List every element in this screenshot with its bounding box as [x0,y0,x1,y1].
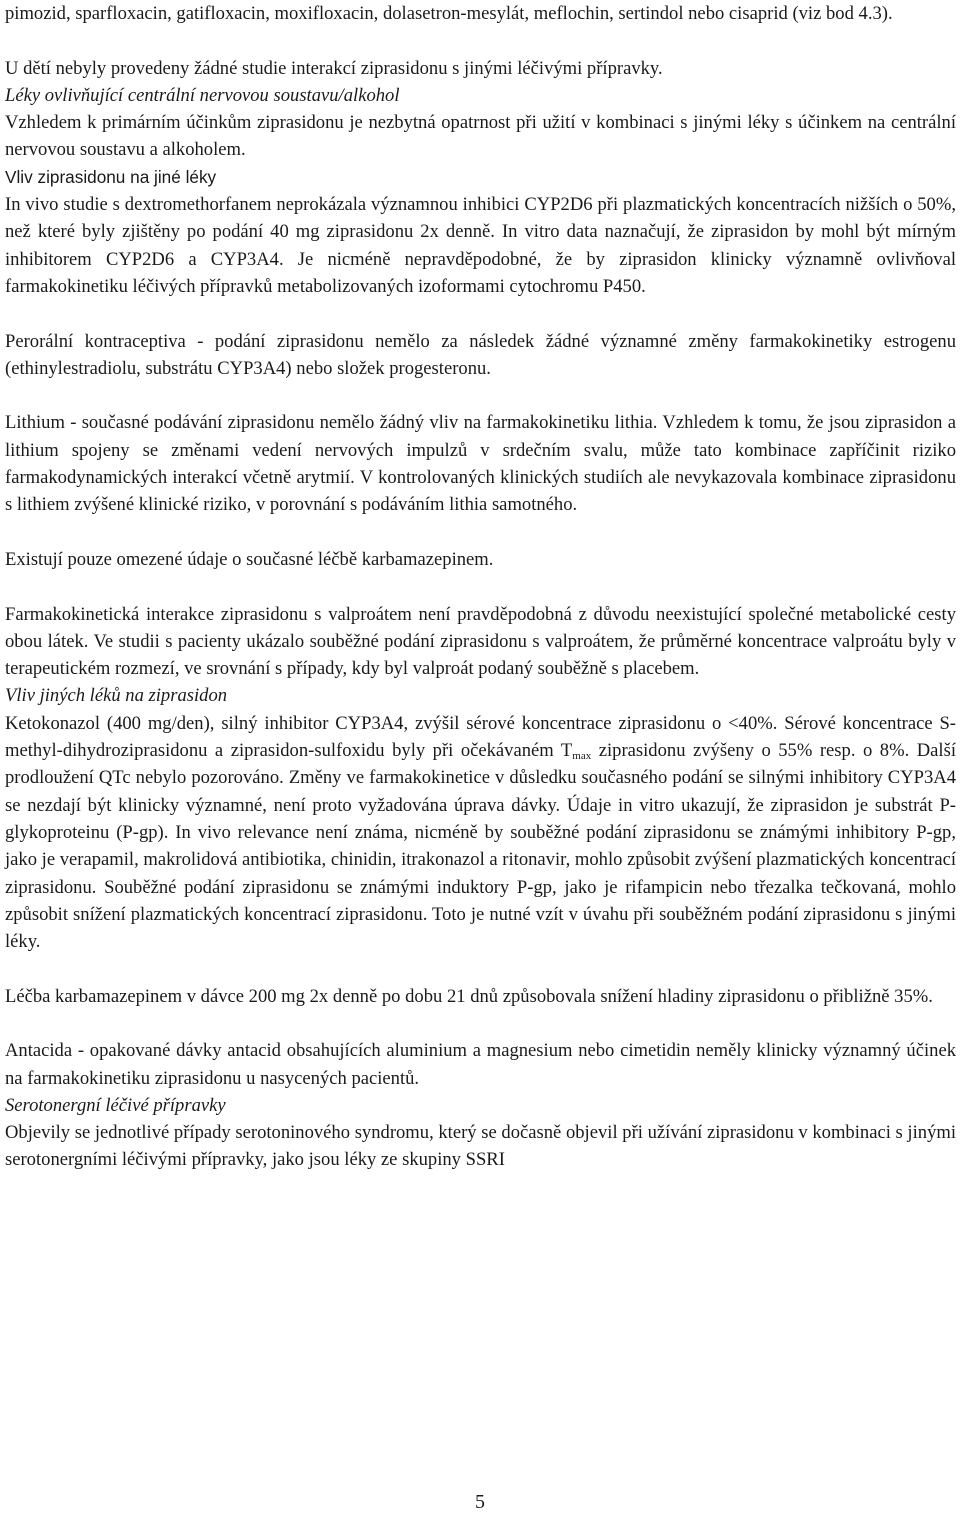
paragraph-ketoconazole [5,710,956,956]
tmax-subscript: max [572,750,592,763]
ketoconazole-text-part-1: Ketokonazol (400 mg/den), silný inhibitor CYP3A4, zvýšil sérové koncentrace ziprasidonu o <40%. Sérové koncentrace S-methyl-dihydroziprasidonu a ziprasidon-sulfoxidu byly při očekávaném T [5,712,956,762]
paragraph-effect-on-other-drugs: In vivo studie s dextromethorfanem neprokázala významnou inhibici CYP2D6 při plazmatických koncentracích nižších o 50%, než které byly zjištěny po podání 40 mg ziprasidonu 2x denně. In vitro data naznačují, že ziprasidon by mohl být mírným inhibitorem CYP2D6 a CYP3A4. Je nicméně nepravděpodobné, že by ziprasidon klinicky významně ovlivňoval farmakokinetiku léčivých přípravků metabolizovaných izoformami cytochromu P450. [5,194,956,297]
paragraph-valproate: Farmakokinetická interakce ziprasidonu s valproátem není pravděpodobná z důvodu neexistující společné metabolické cesty obou látek. Ve studii s pacienty ukázalo souběžné podání ziprasidonu s valproátem, že průměrné koncentrace valproátu byly v terapeutickém rozmezí, ve srovnání s případy, kdy byl valproát podaný souběžně s placebem. [5,603,956,680]
paragraph-carbamazepine: Léčba karbamazepinem v dávce 200 mg 2x denně po dobu 21 dnů způsobovala snížení hladiny ziprasidonu o přibližně 35%. [5,985,933,1007]
paragraph-oral-contraceptives: Perorální kontraceptiva - podání ziprasidonu nemělo za následek žádné významné změny farmakokinetiky estrogenu (ethinylestradiolu, substrátu CYP3A4) nebo složek progesteronu. [5,330,956,379]
page-number: 5 [475,1491,485,1513]
document-body [5,0,956,1174]
section-heading-effect-on-other-drugs: Vliv ziprasidonu na jiné léky [5,166,217,187]
paragraph-antacids: Antacida - opakované dávky antacid obsahujících aluminium a magnesium nebo cimetidin neměly klinicky významný účinek na farmakokinetiku ziprasidonu u nasycených pacientů. [5,1040,956,1089]
section-heading-other-drugs-effect: Vliv jiných léků na ziprasidon [5,685,228,707]
section-heading-serotonergic: Serotonergní léčivé přípravky [5,1094,226,1116]
paragraph-children: U dětí nebyly provedeny žádné studie interakcí ziprasidonu s jinými léčivými přípravky. [5,57,663,79]
paragraph-intro-continued: pimozid, sparfloxacin, gatifloxacin, moxifloxacin, dolasetron-mesylát, meflochin, sertindol nebo cisaprid (viz bod 4.3). [5,3,893,24]
paragraph-serotonergic: Objevily se jednotlivé případy serotoninového syndromu, který se dočasně objevil při užívání ziprasidonu v kombinaci s jinými serotonergními léčivými přípravky, jako jsou léky ze skupiny SSRI [5,1122,956,1171]
paragraph-carbamazepine-limited: Existují pouze omezené údaje o současné léčbě karbamazepinem. [5,548,494,570]
section-heading-cns: Léky ovlivňující centrální nervovou soustavu/alkohol [5,84,400,106]
ketoconazole-text-part-2: ziprasidonu zvýšeny o 55% resp. o 8%. Další prodloužení QTc nebylo pozorováno. Změny ve farmakokinetice v důsledku současného podání se silnými inhibitory CYP3A4 se nezdají být klinicky významné, není proto vyžadována úprava dávky. Údaje in vitro ukazují, že ziprasidon je substrát P-glykoproteinu (P-gp). In vivo relevance není známa, nicméně by souběžné podání ziprasidonu se známými inhibitory P-gp, jako je verapamil, makrolidová antibiotika, chinidin, itrakonazol a ritonavir, mohlo způsobit zvýšení plazmatických koncentrací ziprasidonu. Souběžné podání ziprasidonu se známými induktory P-gp, jako je rifampicin nebo třezalka tečkovaná, mohlo způsobit snížení plazmatických koncentrací ziprasidonu. Toto je nutné vzít v úvahu při souběžném podání ziprasidonu s jinými léky. [5,740,956,953]
paragraph-cns: Vzhledem k primárním účinkům ziprasidonu je nezbytná opatrnost při užití v kombinaci s jinými léky s účinkem na centrální nervovou soustavu a alkoholem. [5,112,956,161]
paragraph-lithium: Lithium - současné podávání ziprasidonu nemělo žádný vliv na farmakokinetiku lithia. Vzhledem k tomu, že jsou ziprasidon a lithium spojeny se změnami vedení nervových impulzů v srdečním svalu, může tato kombinace zapříčinit riziko farmakodynamických interakcí včetně arytmií. V kontrolovaných klinických studiích ale nevykazovala kombinace ziprasidonu s lithiem zvýšené klinické riziko, v porovnání s podáváním lithia samotného. [5,412,956,516]
